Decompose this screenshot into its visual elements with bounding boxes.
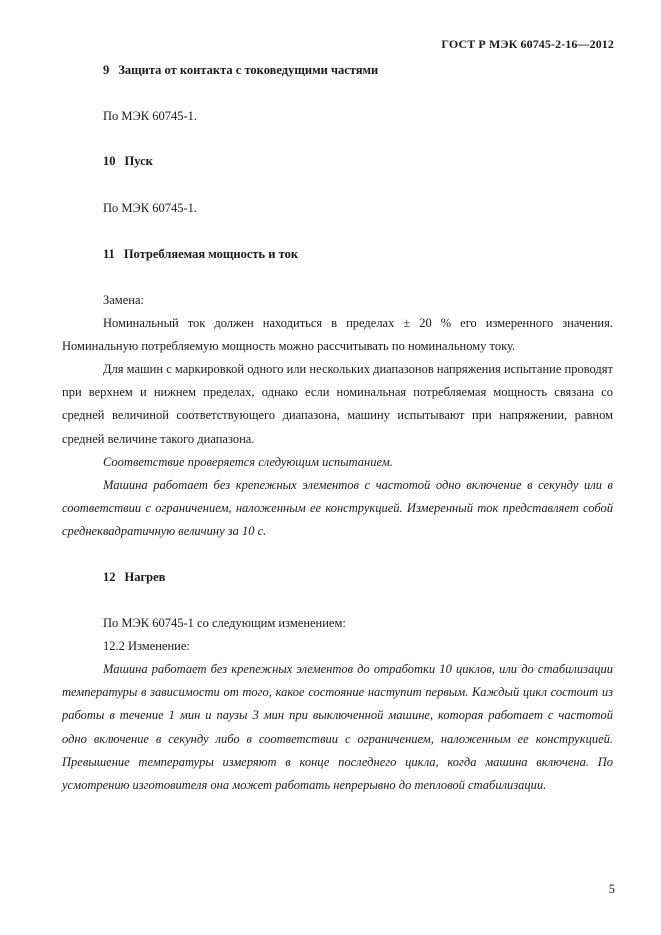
section-12-heading [103,570,165,585]
paragraph-text: Номинальный ток должен находиться в пределах ± 20 % его измеренного значения. Номинальную потребляемую мощность можно рассчитывать по номинальному току. [62,316,613,354]
section-title: Потребляемая мощность и ток [123,247,299,261]
section-title: Пуск [124,154,153,168]
section-11-lead: Замена: [103,293,144,307]
paragraph-text: Для машин с маркировкой одного или нескольких диапазонов напряжения испытание проводят при верхнем и нижнем пределах, однако если номинальная потребляемая мощность связана со средней величиной соответствующего диапазона, машину испытывают при напряжении, равном средней величине такого диапазона. [62,362,613,446]
section-number: 11 [103,247,115,261]
paragraph-text: Соответствие проверяется следующим испытанием. [103,455,393,469]
paragraph-text: Машина работает без крепежных элементов до отработки 10 циклов, или до стабилизации температуры в зависимости от того, какое состояние наступит первым. Каждый цикл состоит из работы в течение 1 мин и паузы 3 мин при выключенной машине, которая работает с частотой одно включение в секунду либо в соответствии с ограничением, наложенным ее конструкцией. Превышение температуры измеряют в конце последнего цикла, когда машина включена. По усмотрению изготовителя она может работать непрерывно до тепловой стабилизации. [62,662,613,793]
section-10-heading [103,154,153,169]
page-number: 5 [608,882,615,896]
paragraph-text: Машина работает без крепежных элементов с частотой одно включение в секунду или в соответствии с ограничением, наложенным ее конструкцией. Измеренный ток представляет собой среднеквадратичную величину за 10 с. [62,478,613,539]
section-number: 12 [103,570,116,584]
section-9-text: По МЭК 60745-1. [103,109,198,123]
section-11-paragraph-2 [62,358,613,451]
section-11-paragraph-3 [62,451,613,474]
section-number: 10 [103,154,116,168]
section-12-lead: По МЭК 60745-1 со следующим изменением: [103,616,346,630]
document-header: ГОСТ Р МЭК 60745-2-16—2012 [441,37,614,51]
section-12-subclause: 12.2 Изменение: [103,639,190,653]
section-title: Нагрев [124,570,166,584]
section-11-paragraph-4 [62,474,613,544]
section-9-heading [103,63,378,78]
section-11-paragraph-1 [62,312,613,358]
section-12-paragraph-1 [62,658,613,797]
section-title: Защита от контакта с токоведущими частями [118,63,379,77]
section-11-heading [103,247,298,262]
section-10-text: По МЭК 60745-1. [103,201,198,215]
section-number: 9 [103,63,110,77]
